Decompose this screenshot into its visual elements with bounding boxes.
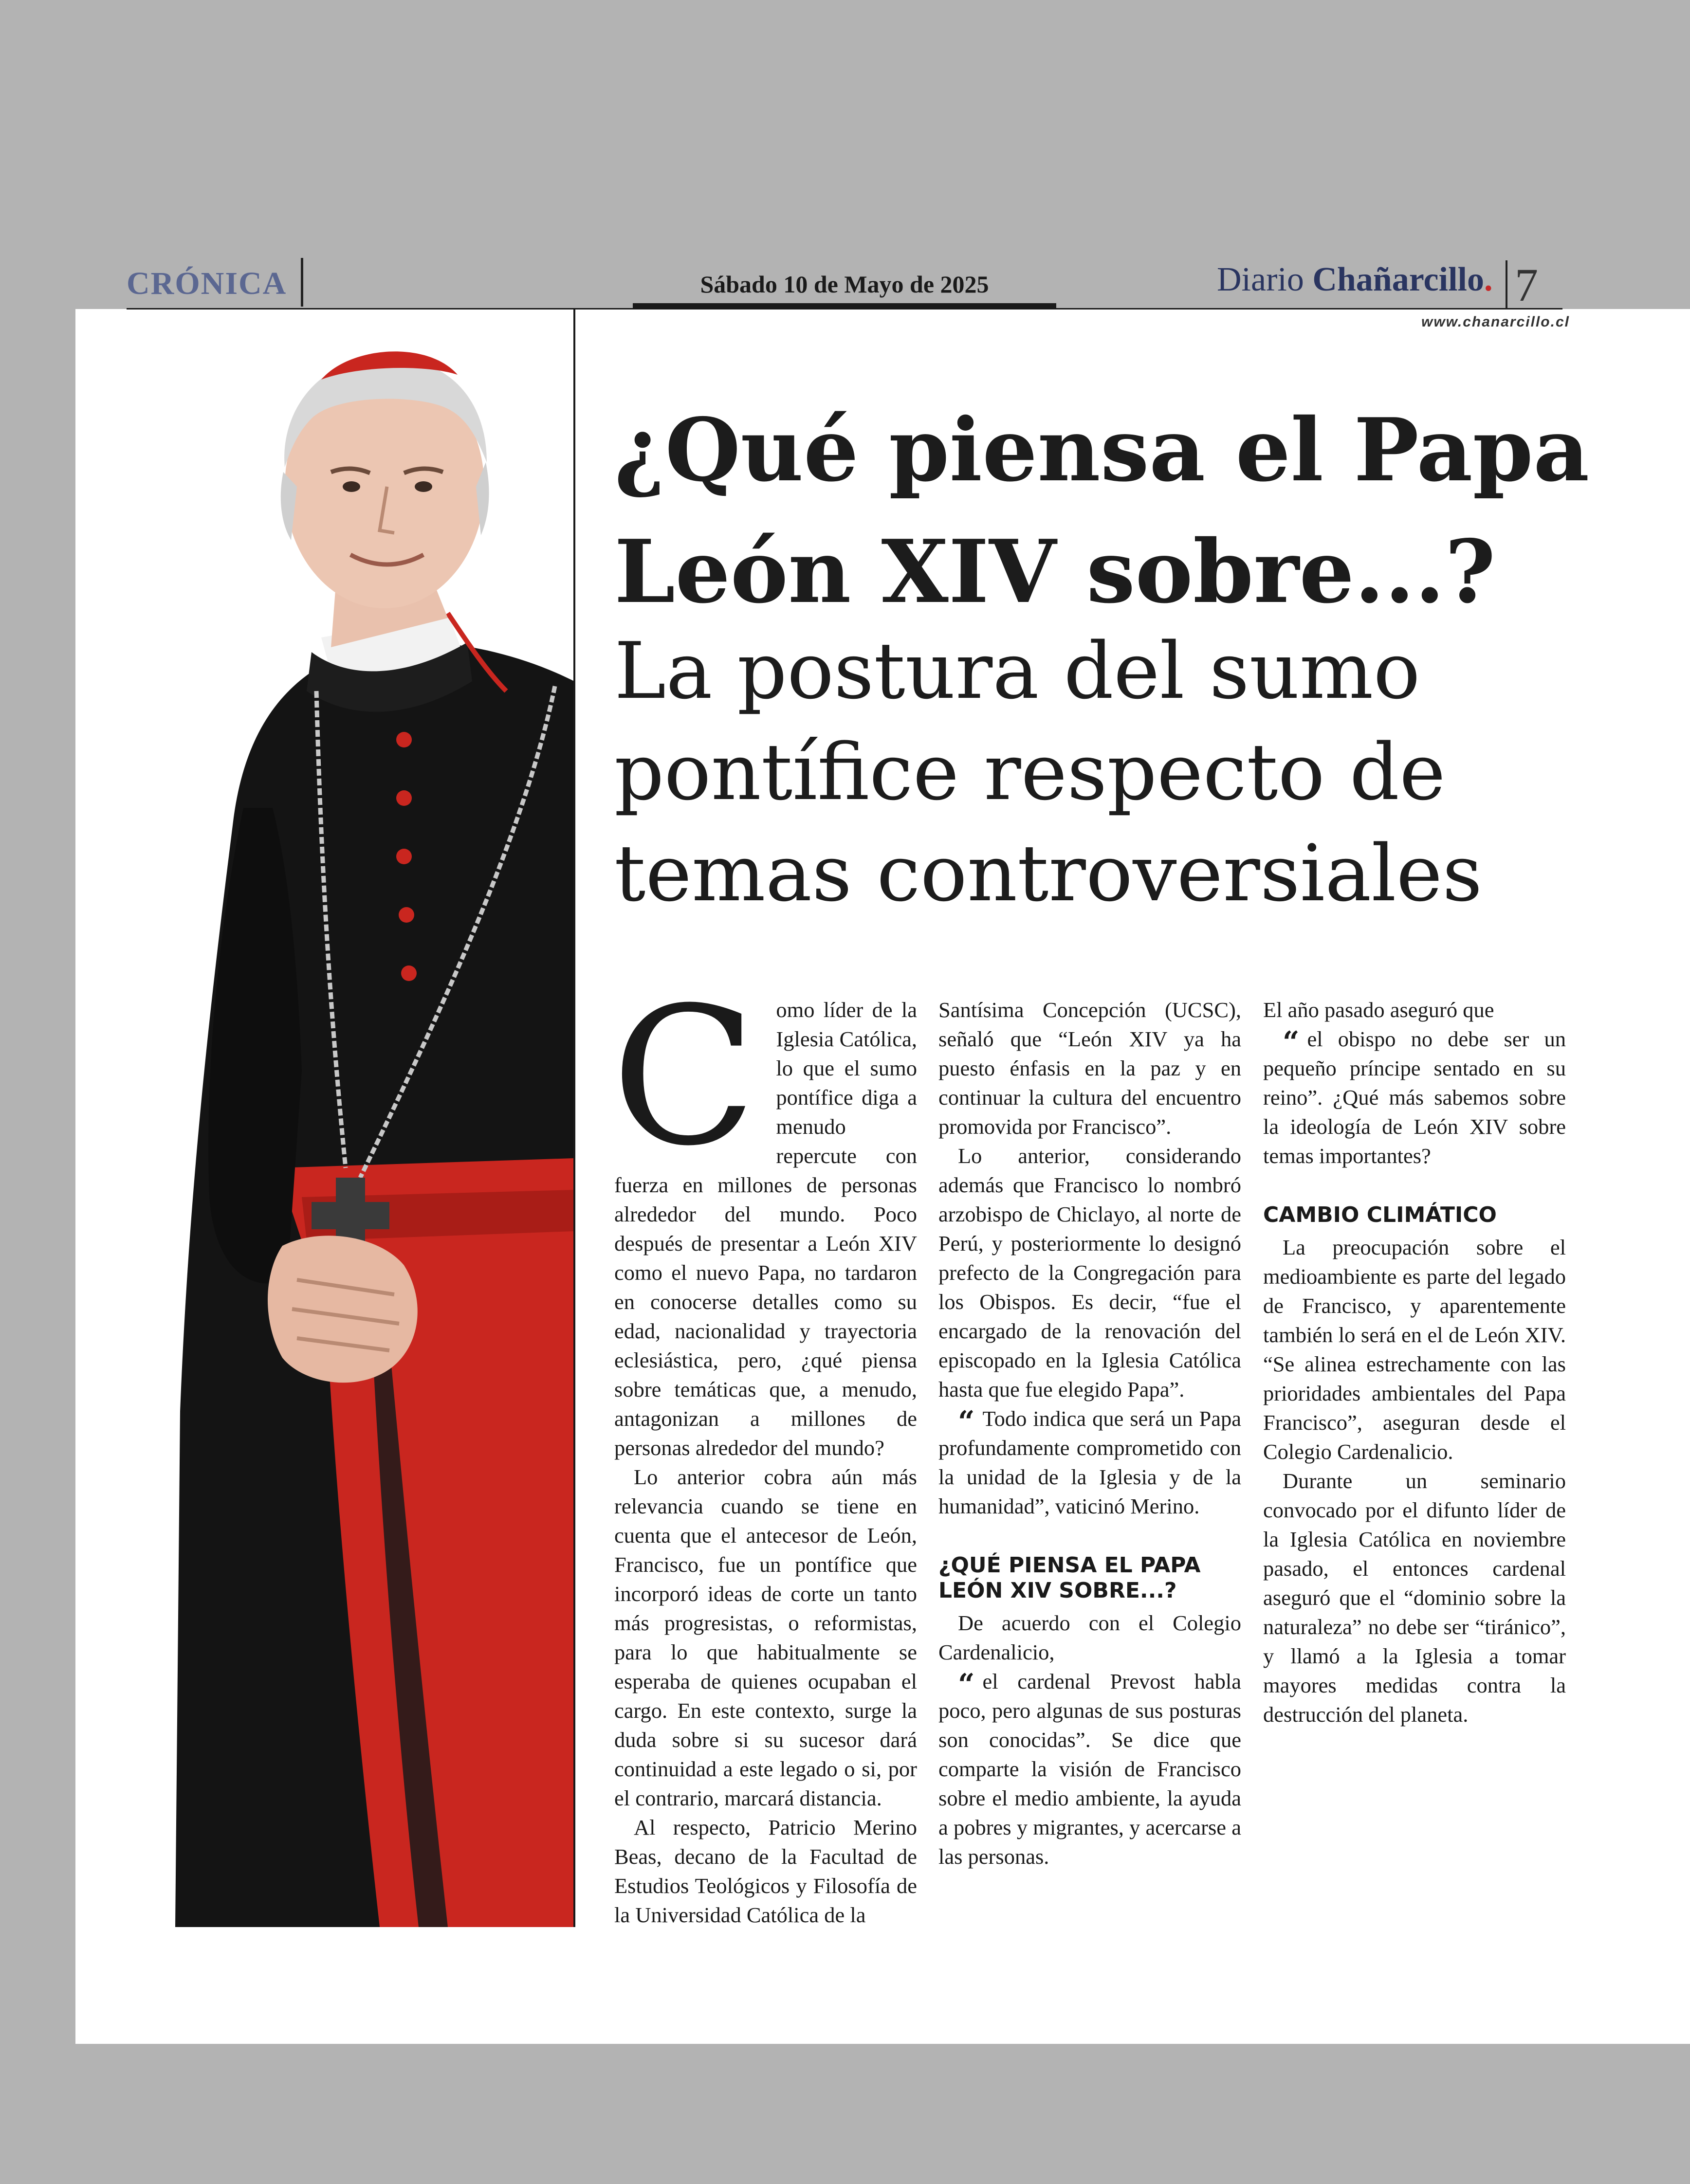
section-subheading: CAMBIO CLIMÁTICO — [1263, 1202, 1497, 1227]
quote-mark-icon: “ — [958, 1405, 975, 1439]
quote-text: Todo indica que será un Papa profundamente comprometido con la unidad de la Iglesia y de la humanidad”, vaticinó Merino. — [938, 1406, 1241, 1518]
paragraph: La preocupación sobre el medioambiente es parte del legado de Francisco, y aparentemente también lo será en el de León XIV. “Se alinea estrechamente con las prioridades ambientales del Papa Francisco”, aseguran desde el Colegio Cardenalicio. — [1263, 1235, 1566, 1464]
drop-cap: C — [611, 966, 757, 1187]
quote-mark-icon: “ — [958, 1668, 975, 1702]
paragraph: De acuerdo con el Colegio Cardenalicio, — [938, 1611, 1241, 1664]
issue-date: Sábado 10 de Mayo de 2025 — [700, 271, 989, 298]
section-subheading: ¿QUÉ PIENSA EL PAPA LEÓN XIV SOBRE...? — [938, 1553, 1201, 1603]
photo-column-rule — [573, 309, 575, 1927]
quote-text: el obispo no debe ser un pequeño príncipe sentado en su reino”. ¿Qué más sabemos sobre la ideología de León XIV sobre temas importantes? — [1263, 1027, 1566, 1168]
paragraph: Al respecto, Patricio Merino Beas, decano de la Facultad de Estudios Teológicos y Filosofía de la Universidad Católica de la — [614, 1815, 917, 1927]
page-number: 7 — [1515, 259, 1538, 311]
website-link[interactable]: www.chanarcillo.cl — [1421, 314, 1570, 330]
quote-mark-icon: “ — [1283, 1025, 1300, 1059]
paragraph: El año pasado aseguró que — [1263, 998, 1494, 1022]
quote-text: el cardenal Prevost habla poco, pero algunas de sus posturas son conocidas”. Se dice que comparte la visión de Francisco sobre el medio ambiente, la ayuda a pobres y migrantes, y acercarse a las personas. — [938, 1669, 1241, 1869]
section-divider — [301, 258, 303, 307]
pope-photo — [175, 341, 574, 1927]
article-column-1 — [611, 966, 917, 1929]
date-underline — [633, 303, 1056, 308]
paragraph: Santísima Concepción (UCSC), señaló que “León XIV ya ha puesto énfasis en la paz y en continuar la cultura del encuentro promovida por Francisco”. — [938, 998, 1241, 1139]
paragraph: Lo anterior cobra aún más relevancia cuando se tiene en cuenta que el antecesor de León, Francisco, fue un pontífice que incorporó ideas de corte un tanto más progresistas, o reformistas, para lo que habitualmente se esperaba de quienes ocupaban el cargo. En este contexto, surge la duda sobre si su sucesor dará continuidad a este legado o si, por el contrario, marcará distancia. — [614, 1465, 917, 1810]
article-column-3 — [1263, 995, 1566, 1729]
pull-quote — [1263, 1024, 1566, 1170]
headline: ¿Qué piensa el Papa León XIV sobre...? — [614, 399, 1590, 622]
brand-diario: Diario — [1217, 261, 1304, 298]
pope-illustration — [175, 341, 574, 1927]
brand-name: Chañarcillo — [1312, 261, 1484, 298]
newspaper-brand[interactable] — [1217, 260, 1492, 299]
section-label: CRÓNICA — [127, 266, 287, 301]
paragraph: Durante un seminario convocado por el difunto líder de la Iglesia Católica en noviembre pasado, el entonces cardenal aseguró que el “dominio sobre la naturaleza” no debe ser “tiránico”, y llamó a la Iglesia a tomar mayores medidas contra la destrucción del planeta. — [1263, 1469, 1566, 1727]
subheadline: La postura del sumo pontífice respecto de temas controversiales — [614, 625, 1483, 919]
paragraph: Lo anterior, considerando además que Francisco lo nombró arzobispo de Chiclayo, al norte de Perú, y posteriormente lo designó prefecto de la Congregación para los Obispos. Es decir, “fue el encargado de la renovación del episcopado en la Iglesia Católica hasta que fue elegido Papa”. — [938, 1144, 1241, 1401]
pull-quote — [938, 1667, 1241, 1871]
header-rule — [127, 308, 1562, 309]
pull-quote — [938, 1404, 1241, 1521]
paragraph: omo líder de la Iglesia Católica, lo que el sumo pontífice diga a menudo repercute con fuerza en millones de personas alrededor del mundo. Poco después de presentar a León XIV como el nuevo Papa, no tardaron en conocerse detalles como su edad, nacionalidad y trayectoria eclesiástica, pero, ¿qué piensa sobre temáticas que, a menudo, antagonizan a millones de personas alrededor del mundo? — [614, 998, 917, 1460]
brand-divider — [1506, 260, 1507, 309]
brand-dot: . — [1484, 261, 1493, 298]
article-column-2 — [938, 995, 1241, 1871]
